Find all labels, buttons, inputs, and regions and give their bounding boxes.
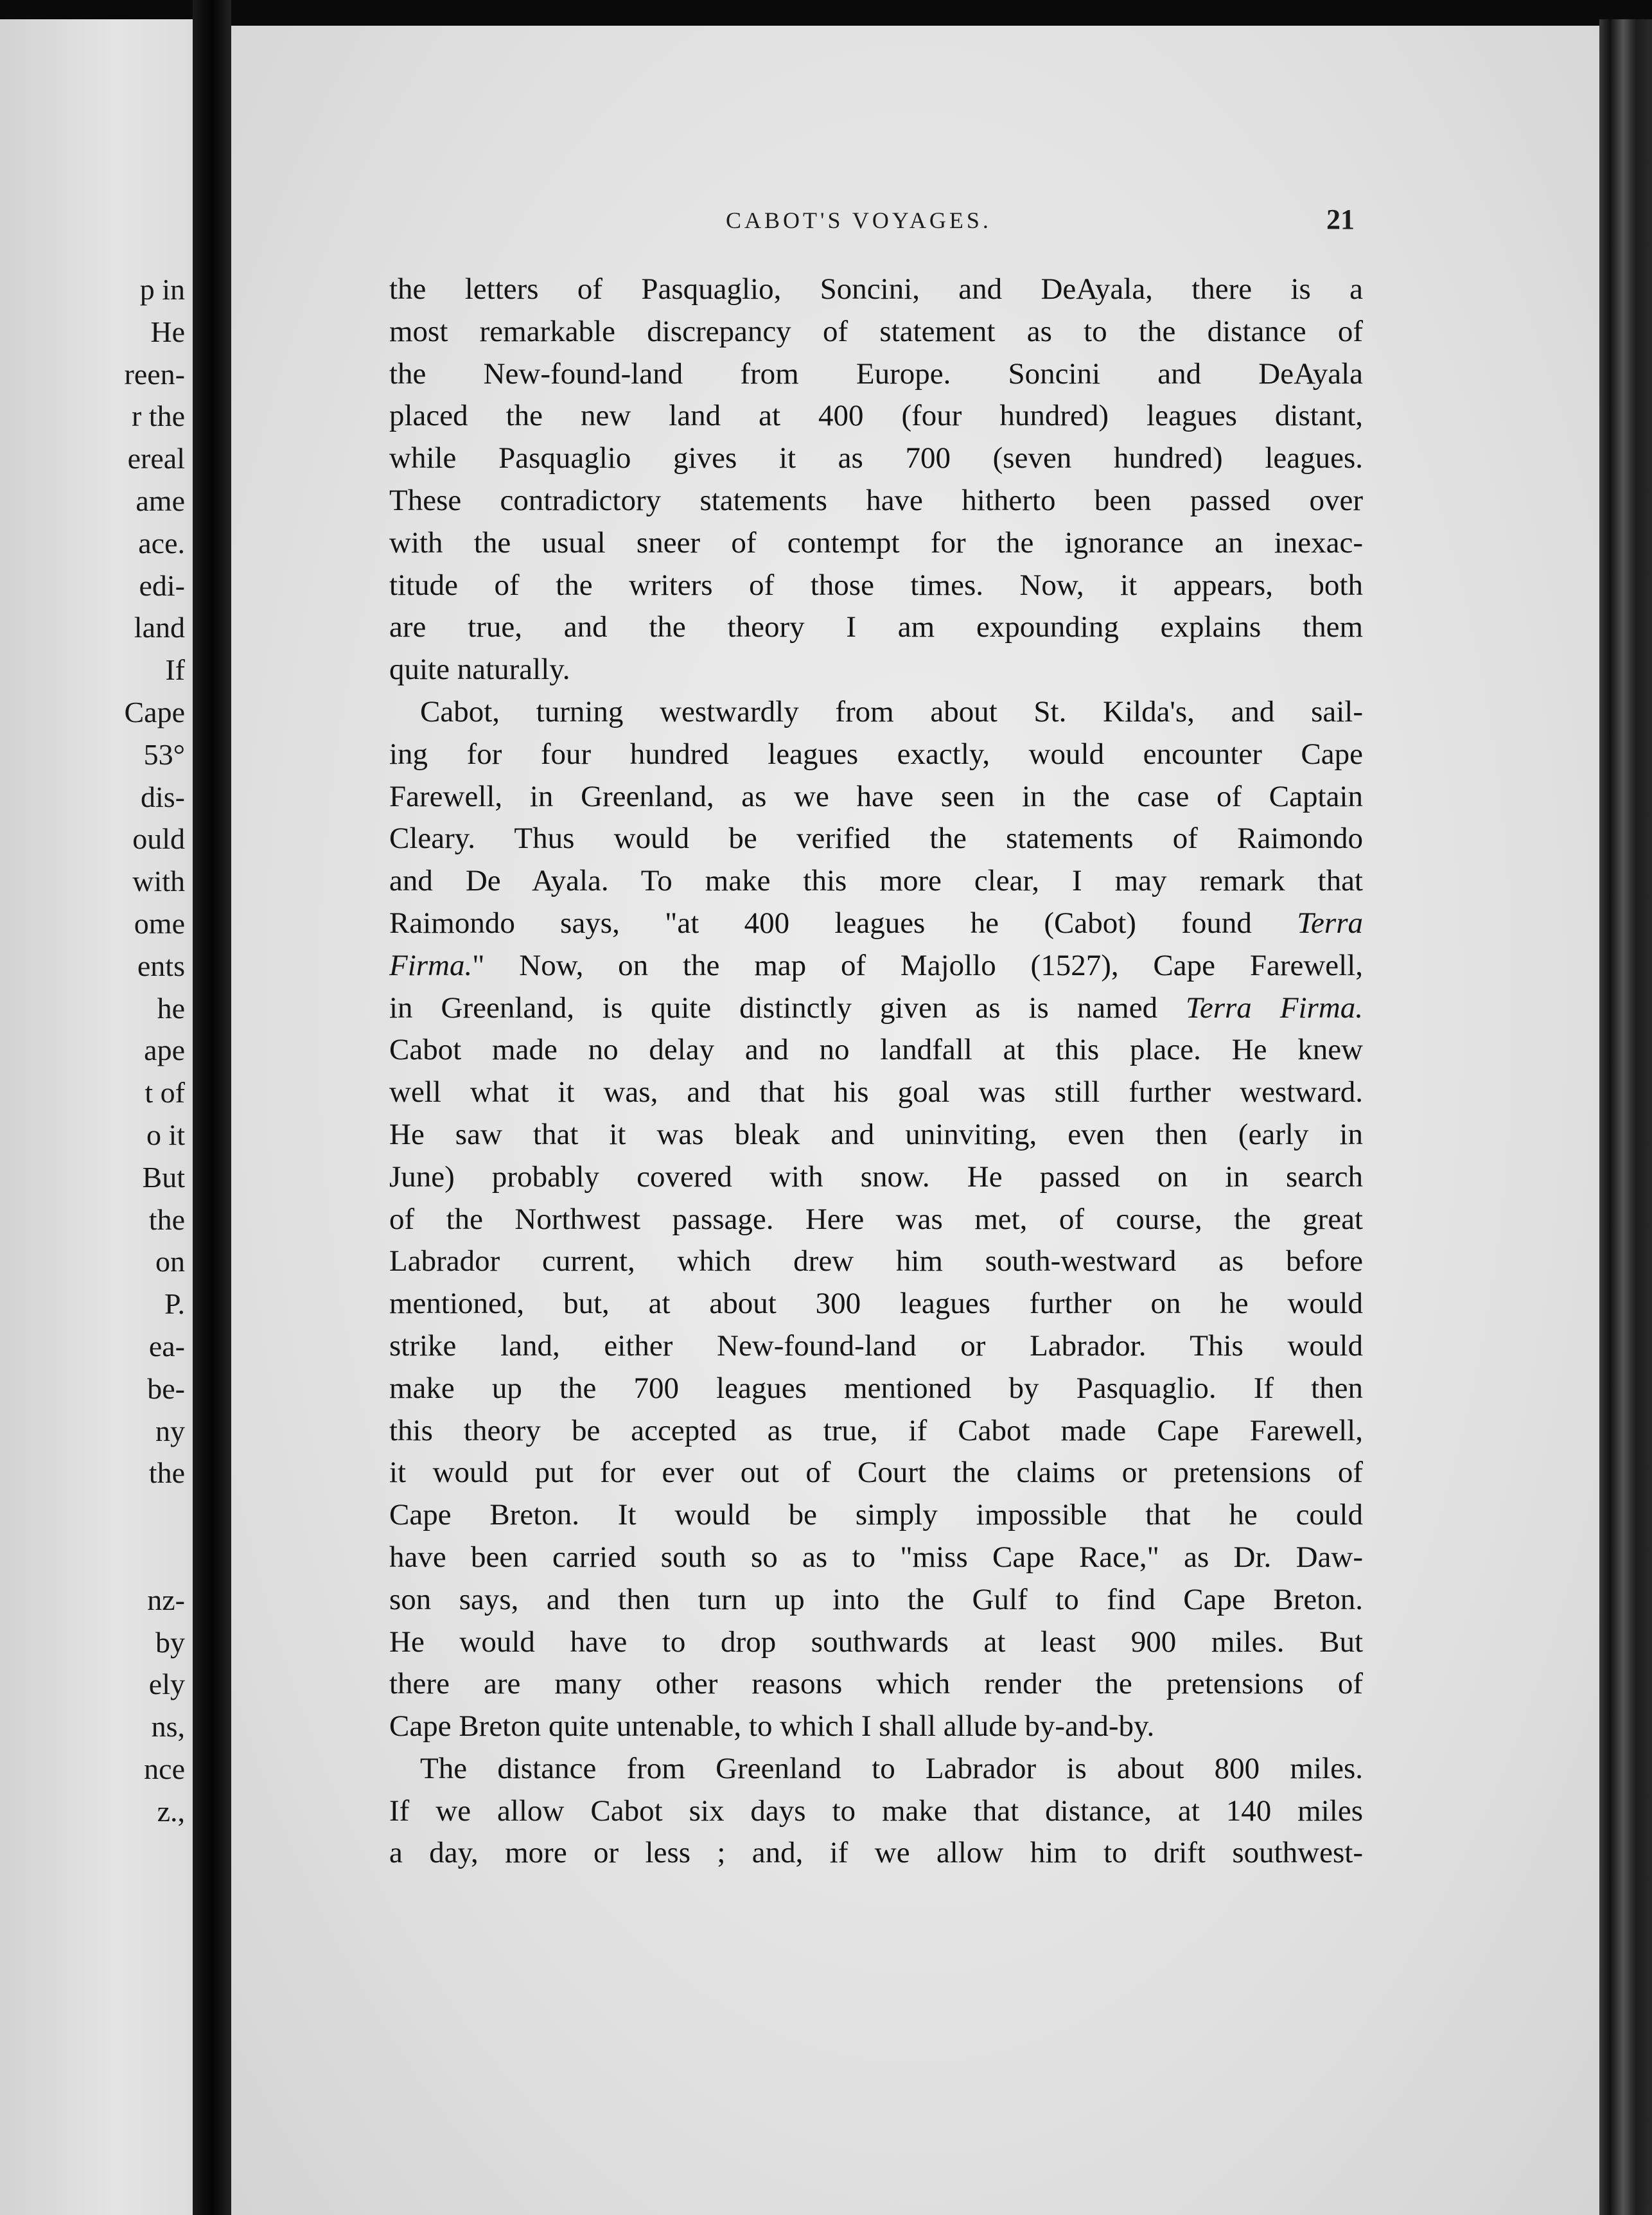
facing-page-fragment: with <box>132 865 185 898</box>
facing-page-fragment: ereal <box>127 442 185 475</box>
facing-page-fragment: by <box>155 1625 185 1659</box>
text-line: He saw that it was bleak and uninviting, even then (early in <box>389 1117 1363 1151</box>
text-line: make up the 700 leagues mentioned by Pasquaglio. If then <box>389 1371 1363 1405</box>
text-line: Cabot made no delay and no landfall at this place. He knew <box>389 1033 1363 1067</box>
facing-page-fragment: be- <box>147 1372 185 1405</box>
facing-page-fragment: r the <box>131 400 185 433</box>
binding-gutter <box>193 0 231 2215</box>
text-line: son says, and then turn up into the Gulf to find Cape Breton. <box>389 1582 1363 1616</box>
text-line: it would put for ever out of Court the claims or pretensions of <box>389 1456 1363 1490</box>
text-line: He would have to drop southwards at least 900 miles. But <box>389 1625 1363 1659</box>
text-line: Farewell, in Greenland, as we have seen in the case of Captain <box>389 779 1363 813</box>
facing-page-fragment: Cape <box>124 696 185 728</box>
facing-page-fragment: o it <box>146 1118 185 1151</box>
text-line: placed the new land at 400 (four hundred) leagues distant, <box>389 399 1363 433</box>
text-line-with-italic <box>389 903 1363 945</box>
text-line: there are many other reasons which render the pretensions of <box>389 1667 1363 1701</box>
facing-page-fragment: ns, <box>151 1710 185 1743</box>
facing-page-fragment: he <box>157 991 185 1025</box>
paragraph-3 <box>389 1748 1363 1875</box>
facing-page-fragment: nz- <box>147 1583 185 1616</box>
text-line-with-italic <box>389 945 1363 987</box>
page-edge <box>1599 19 1652 2215</box>
text-run: in Greenland, is quite distinctly given as is named <box>389 991 1158 1025</box>
facing-page <box>0 19 193 2215</box>
text-line: ing for four hundred leagues exactly, would encounter Cape <box>389 737 1363 771</box>
text-line: have been carried south so as to "miss Cape Race," as Dr. Daw- <box>389 1540 1363 1574</box>
text-line: while Pasquaglio gives it as 700 (seven hundred) leagues. <box>389 441 1363 475</box>
paragraph-1 <box>389 269 1363 691</box>
facing-page-fragment: ny <box>155 1414 185 1447</box>
text-line: Cape Breton quite untenable, to which I shall allude by-and-by. <box>389 1709 1155 1743</box>
italic-run: Terra Firma. <box>1186 991 1363 1025</box>
body-text <box>389 269 1363 1875</box>
text-line: If we allow Cabot six days to make that distance, at 140 miles <box>389 1794 1363 1828</box>
facing-page-fragment: ome <box>134 907 185 940</box>
text-line: Cape Breton. It would be simply impossible that he could <box>389 1498 1363 1532</box>
text-line: the letters of Pasquaglio, Soncini, and DeAyala, there is a <box>389 272 1363 306</box>
facing-page-fragment: reen- <box>124 357 185 391</box>
facing-page-fragment: land <box>134 611 185 644</box>
facing-page-fragment: z., <box>157 1794 185 1828</box>
text-line: this theory be accepted as true, if Cabot made Cape Farewell, <box>389 1413 1363 1447</box>
text-line: with the usual sneer of contempt for the ignorance an inexac- <box>389 525 1363 560</box>
facing-page-fragment: ace. <box>138 526 185 560</box>
text-line: quite naturally. <box>389 653 570 687</box>
italic-run: Terra <box>1297 906 1364 940</box>
text-line: strike land, either New-found-land or Labrador. This would <box>389 1328 1363 1363</box>
text-line: titude of the writers of those times. Now, it appears, both <box>389 568 1363 602</box>
text-line: June) probably covered with snow. He passed on in search <box>389 1160 1363 1194</box>
paragraph-2 <box>389 691 1363 1748</box>
italic-run: Firma. <box>389 948 473 982</box>
text-run: Raimondo says, "at 400 leagues he (Cabot) found <box>389 906 1252 940</box>
text-line: the New-found-land from Europe. Soncini and DeAyala <box>389 357 1363 391</box>
text-line: These contradictory statements have hitherto been passed over <box>389 483 1363 517</box>
facing-page-fragment: edi- <box>139 569 185 602</box>
running-head: CABOT'S VOYAGES. <box>726 207 992 233</box>
facing-page-fragment: P. <box>164 1287 185 1321</box>
facing-page-fragment: the <box>148 1203 185 1236</box>
text-line: and De Ayala. To make this more clear, I may remark that <box>389 864 1363 898</box>
facing-page-fragment: t of <box>145 1076 185 1109</box>
page-number: 21 <box>1326 204 1355 235</box>
text-line: The distance from Greenland to Labrador is about 800 miles. <box>420 1751 1363 1785</box>
facing-page-fragment: 53° <box>143 737 185 771</box>
text-line: most remarkable discrepancy of statement as to the distance of <box>389 314 1363 348</box>
text-run: " Now, on the map of Majollo (1527), Cape Farewell, <box>472 948 1363 982</box>
text-line: mentioned, but, at about 300 leagues further on he would <box>389 1287 1363 1321</box>
facing-page-fragment: ents <box>137 949 185 982</box>
facing-page-fragment: ame <box>136 484 185 517</box>
facing-page-fragment: He <box>150 315 185 348</box>
facing-page-fragment: If <box>165 653 185 687</box>
facing-page-fragment: ould <box>132 822 185 856</box>
facing-page-fragment: p in <box>139 273 185 306</box>
text-line: Labrador current, which drew him south-westward as before <box>389 1244 1363 1278</box>
facing-page-fragment: dis- <box>141 780 185 813</box>
facing-page-fragment: ely <box>148 1668 185 1701</box>
facing-page-fragment: ape <box>144 1034 185 1067</box>
facing-page-fragment: ea- <box>148 1330 185 1363</box>
facing-page-fragment: But <box>142 1160 185 1194</box>
text-line: Cabot, turning westwardly from about St. Kilda's, and sail- <box>420 694 1363 728</box>
text-line-with-italic <box>389 987 1363 1030</box>
text-line: a day, more or less ; and, if we allow him to drift southwest- <box>389 1836 1363 1870</box>
text-line: well what it was, and that his goal was still further westward. <box>389 1075 1363 1109</box>
facing-page-fragment: on <box>155 1245 185 1278</box>
text-line: are true, and the theory I am expounding explains them <box>389 610 1363 644</box>
facing-page-fragment: nce <box>144 1752 185 1785</box>
text-line: of the Northwest passage. Here was met, of course, the great <box>389 1202 1363 1236</box>
facing-page-fragment: the <box>148 1456 185 1490</box>
text-line: Cleary. Thus would be verified the statements of Raimondo <box>389 822 1363 856</box>
